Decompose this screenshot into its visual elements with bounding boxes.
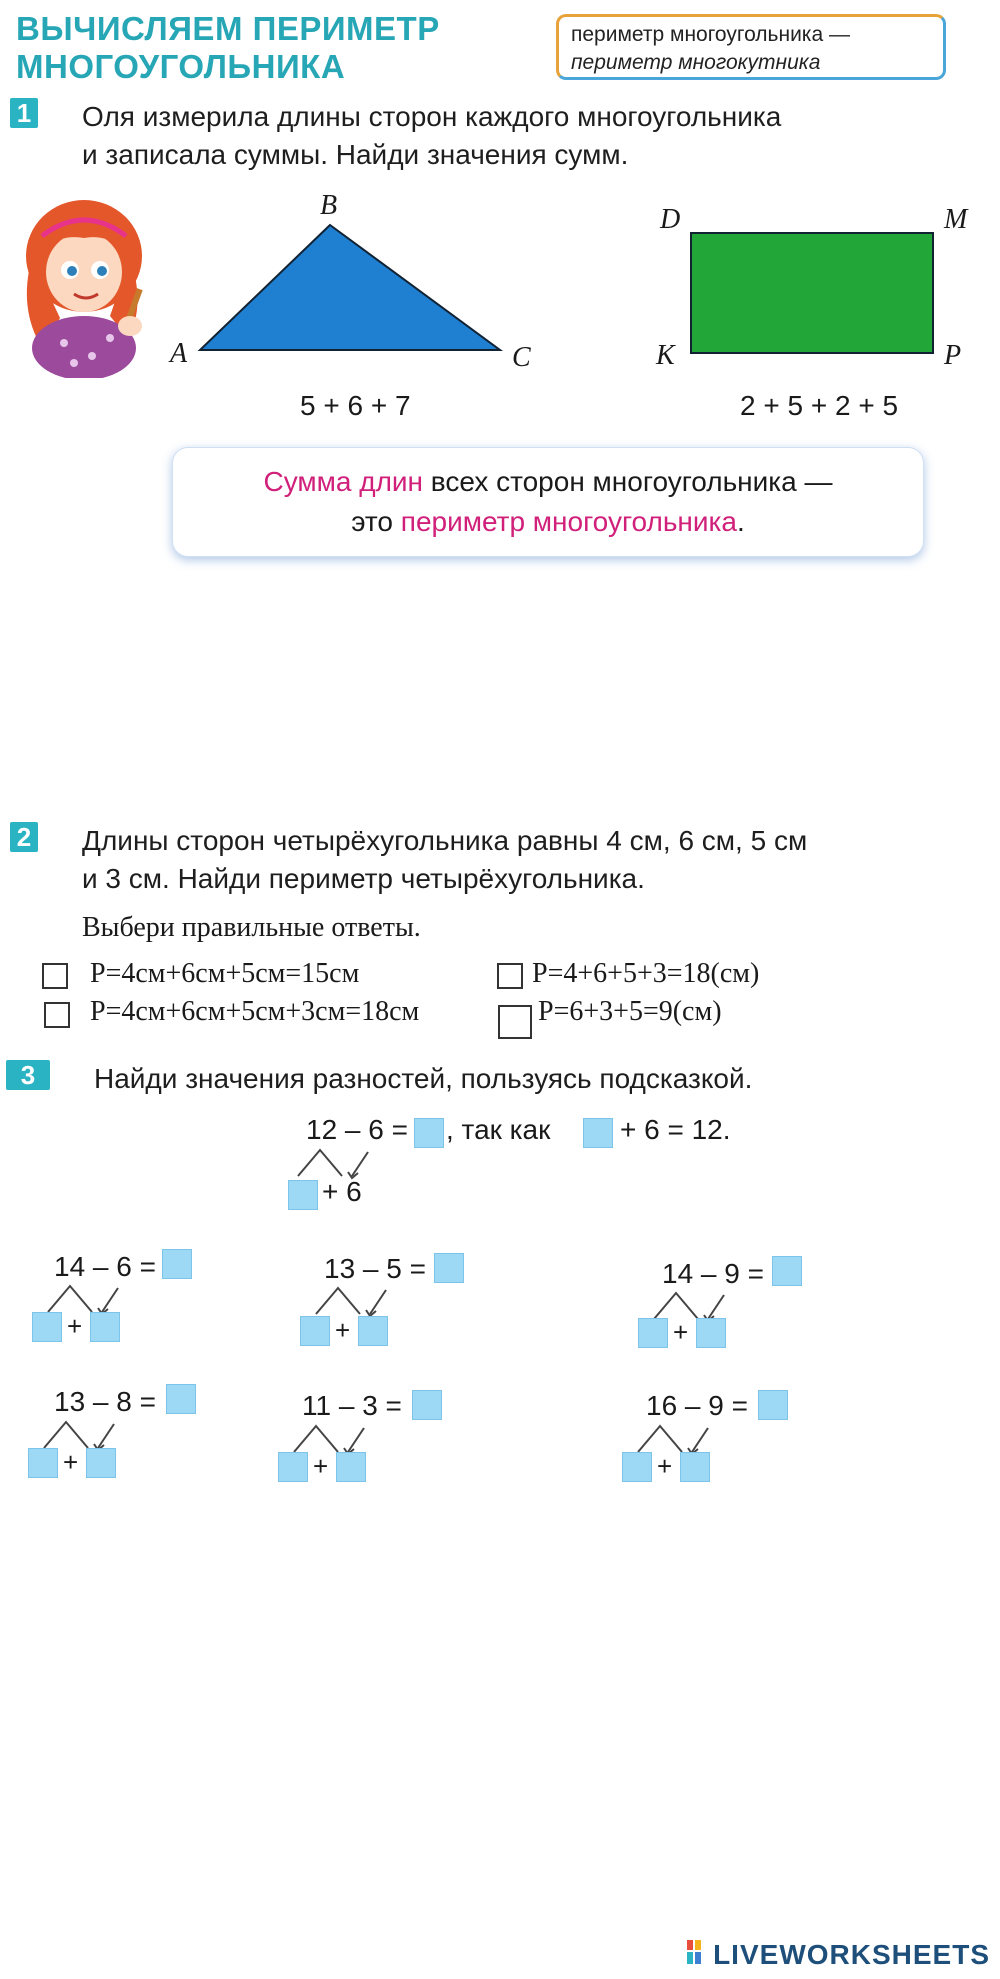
triangle-shape [200,225,500,350]
option-1-label: P=4см+6см+5см=15см [90,958,360,989]
task-1-line-2: и записала суммы. Найди значения сумм. [82,139,629,170]
option-2-checkbox[interactable] [497,963,523,989]
exercise-1-plus: + [67,1311,83,1341]
girl-illustration [12,198,152,378]
definition-line-1 [173,462,923,502]
rectangle-vertex-m: M [944,204,968,235]
exercise-2-plus: + [335,1315,351,1345]
exercise-4-part-1-box[interactable] [28,1448,58,1478]
exercise-3-part-1-box[interactable] [638,1318,668,1348]
example-answer-box[interactable] [414,1118,444,1148]
triangle-figure [170,195,550,385]
exercise-6-part-2-box[interactable] [680,1452,710,1482]
exercise-4-answer-box[interactable] [166,1384,196,1414]
definition-line-2 [173,502,923,542]
definition-text-3: . [736,506,745,537]
rectangle-vertex-p: P [944,340,962,371]
task-1-line-1: Оля измерила длины сторон каждого многоугольника [82,101,782,132]
glossary-box [556,14,946,80]
exercise-4-expression: 13 – 8 = [54,1386,156,1417]
option-3-checkbox[interactable] [44,1002,70,1028]
example-expression: 12 – 6 = [306,1114,408,1145]
page-title [16,10,440,86]
task-2-text [82,822,807,898]
exercise-1-expression: 14 – 6 = [54,1251,156,1282]
task-2-line-2: и 3 см. Найди периметр четырёхугольника. [82,863,645,894]
option-2-label: P=4+6+5+3=18(см) [532,958,760,989]
exercise-6-answer-box[interactable] [758,1390,788,1420]
rectangle-vertex-k: K [656,340,675,371]
exercise-5-expression: 11 – 3 = [302,1390,402,1421]
rectangle-shape [690,232,934,354]
exercise-3-answer-box[interactable] [772,1256,802,1286]
example-hint: + 6 [322,1176,362,1207]
exercise-2-answer-box[interactable] [434,1253,464,1283]
exercise-2-expression: 13 – 5 = [324,1253,426,1284]
example-tail: + 6 = 12. [620,1114,731,1145]
glossary-translation: периметр многокутника [571,51,821,74]
option-4-checkbox[interactable] [498,1005,532,1039]
exercise-6-plus: + [657,1451,673,1481]
glossary-term: периметр многоугольника — [571,23,850,46]
footer-brand-text: LIVEWORKSHEETS [713,1938,990,1970]
rectangle-vertex-d: D [660,204,681,235]
example-hint-box[interactable] [288,1180,318,1210]
example-because-box[interactable] [583,1118,613,1148]
exercise-3-part-2-box[interactable] [696,1318,726,1348]
example-because: , так как [446,1114,551,1145]
task-2-line-1: Длины сторон четырёхугольника равны 4 см, 6 см, 5 см [82,825,808,856]
definition-box [172,447,924,557]
exercise-6-part-1-box[interactable] [622,1452,652,1482]
exercise-5-answer-box[interactable] [412,1390,442,1420]
definition-highlight-2: периметр многоугольника [400,506,737,537]
rectangle-sum: 2 + 5 + 2 + 5 [740,390,899,421]
exercise-5-part-2-box[interactable] [336,1452,366,1482]
exercise-5-part-1-box[interactable] [278,1452,308,1482]
title-line-1: ВЫЧИСЛЯЕМ ПЕРИМЕТР [16,10,440,47]
option-4-label: P=6+3+5=9(см) [538,996,722,1027]
task-1-text [82,98,781,174]
exercise-2-part-1-box[interactable] [300,1316,330,1346]
exercise-1-part-2-box[interactable] [90,1312,120,1342]
exercise-1-part-1-box[interactable] [32,1312,62,1342]
exercise-3-plus: + [673,1317,689,1347]
exercise-4-plus: + [63,1447,79,1477]
definition-text-2: это [351,506,401,537]
exercise-6-expression: 16 – 9 = [646,1390,748,1421]
title-line-2: МНОГОУГОЛЬНИКА [16,48,346,85]
exercise-2-split-lines [308,1284,398,1320]
task-2-number: 2 [10,822,38,852]
triangle-vertex-c: C [512,342,531,373]
task-2-instruction: Выбери правильные ответы. [82,912,421,943]
liveworksheets-logo-icon [687,1940,709,1973]
exercise-4-part-2-box[interactable] [86,1448,116,1478]
definition-highlight-1: Сумма длин [263,466,424,497]
exercise-5-plus: + [313,1451,329,1481]
task-3-text: Найди значения разностей, пользуясь подсказкой. [94,1063,753,1094]
triangle-vertex-b: B [320,190,338,221]
option-1-checkbox[interactable] [42,963,68,989]
task-1-number: 1 [10,98,38,128]
definition-text-1: всех сторон многоугольника — [423,466,833,497]
triangle-sum: 5 + 6 + 7 [300,390,411,421]
footer-brand [687,1939,990,1973]
option-3-label: P=4см+6см+5см+3см=18см [90,996,420,1027]
exercise-2-part-2-box[interactable] [358,1316,388,1346]
exercise-1-answer-box[interactable] [162,1249,192,1279]
triangle-vertex-a: A [170,338,188,369]
task-3-number: 3 [6,1060,50,1090]
exercise-3-expression: 14 – 9 = [662,1258,764,1289]
